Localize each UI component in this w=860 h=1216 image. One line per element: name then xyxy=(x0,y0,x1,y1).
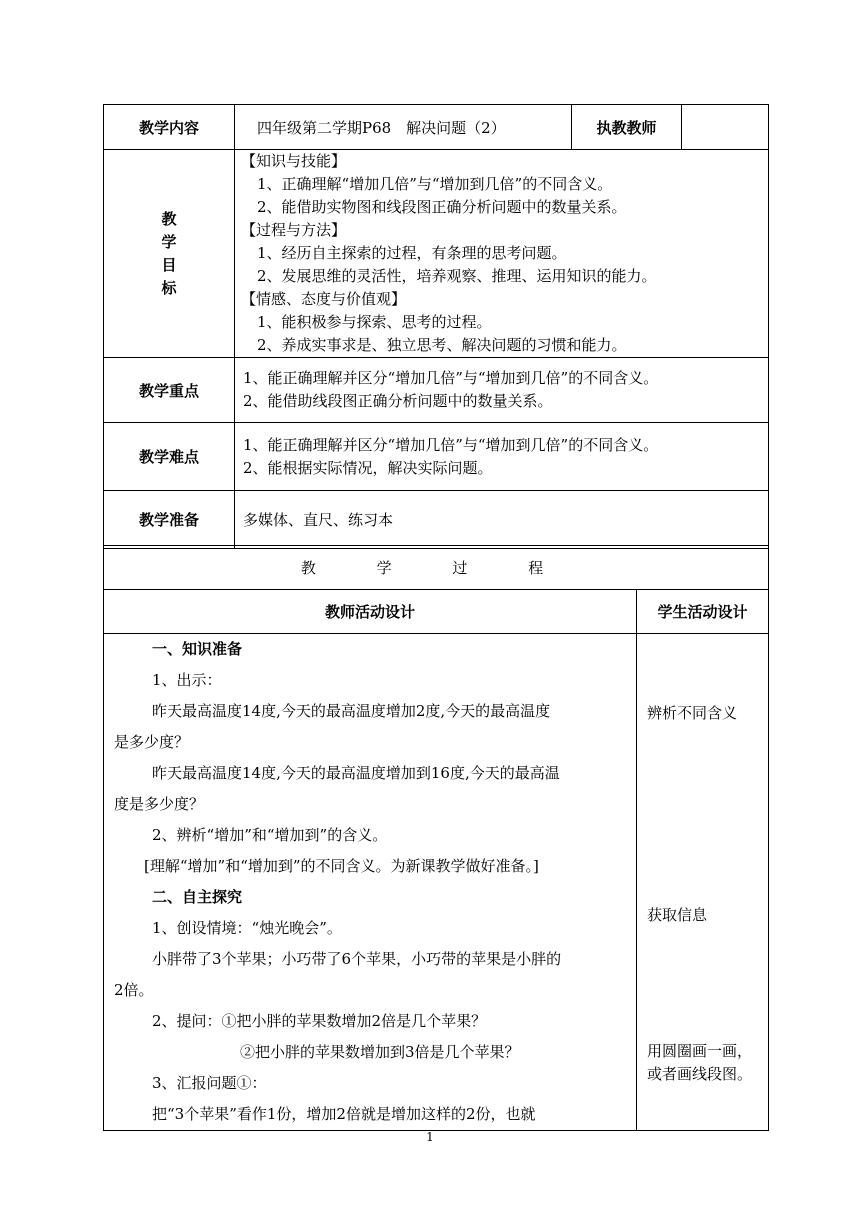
objectives-label-char: 标 xyxy=(161,278,177,297)
activity-line: 昨天最高温度14度,今天的最高温度增加到16度,今天的最高温 xyxy=(152,764,560,782)
objectives-label xyxy=(104,150,235,358)
activity-line: ②把小胖的苹果数增加到3倍是几个苹果？ xyxy=(240,1043,520,1061)
objectives-line: 1、正确理解“增加几倍”与“增加到几倍”的不同含义。 xyxy=(257,175,613,193)
teacher-activity-content xyxy=(104,634,637,1131)
student-note: 辨析不同含义 xyxy=(647,704,738,722)
activity-line: 2、辨析“增加”和“增加到”的含义。 xyxy=(152,826,388,844)
activity-line: 是多少度？ xyxy=(114,733,190,751)
difficulties-content xyxy=(235,423,769,491)
activity-line: 昨天最高温度14度,今天的最高温度增加2度,今天的最高温度 xyxy=(152,702,551,720)
activity-line: 1、出示： xyxy=(152,671,222,689)
activity-note: [理解“增加”和“增加到”的不同含义。为新课教学做好准备。] xyxy=(144,857,539,875)
objectives-line: 2、能借助实物图和线段图正确分析问题中的数量关系。 xyxy=(257,198,627,216)
student-activity-header: 学生活动设计 xyxy=(637,590,769,634)
objectives-line: 1、能积极参与探索、思考的过程。 xyxy=(257,313,492,331)
difficulty-line: 2、能根据实际情况，解决实际问题。 xyxy=(243,458,493,477)
key-points-content xyxy=(235,358,769,423)
key-point-line: 1、能正确理解并区分“增加几倍”与“增加到几倍”的不同含义。 xyxy=(243,369,659,387)
activity-line: 度是多少度？ xyxy=(114,795,205,813)
preparation-label: 教学准备 xyxy=(104,491,235,549)
objectives-label-char: 教 xyxy=(161,209,177,228)
page-number: 1 xyxy=(426,1130,434,1144)
section-heading: 二、自主探究 xyxy=(152,888,243,906)
content-value: 四年级第二学期P68 解决问题（2） xyxy=(235,105,572,150)
objectives-heading: 【过程与方法】 xyxy=(241,221,347,239)
objectives-line: 1、经历自主探索的过程，有条理的思考问题。 xyxy=(257,244,567,262)
preparation-value: 多媒体、直尺、练习本 xyxy=(235,491,769,549)
student-note: 用圆圈画一画， xyxy=(647,1042,753,1060)
student-activity-content xyxy=(637,634,769,1131)
activity-line: 把“3个苹果”看作1份，增加2倍就是增加这样的2份，也就 xyxy=(152,1105,536,1123)
activity-line: 1、创设情境：“烛光晚会”。 xyxy=(152,919,342,937)
student-note: 获取信息 xyxy=(647,906,708,924)
key-point-line: 2、能借助线段图正确分析问题中的数量关系。 xyxy=(243,392,553,410)
objectives-heading: 【情感、态度与价值观】 xyxy=(241,290,407,308)
process-title: 教 学 过 程 xyxy=(104,546,769,590)
lesson-info-table xyxy=(103,104,769,549)
difficulties-label: 教学难点 xyxy=(104,423,235,491)
process-table xyxy=(103,545,769,1131)
teacher-value xyxy=(682,105,769,150)
teacher-label: 执教教师 xyxy=(572,105,682,150)
activity-line: 2倍。 xyxy=(114,981,154,999)
difficulty-line: 1、能正确理解并区分“增加几倍”与“增加到几倍”的不同含义。 xyxy=(243,435,659,454)
student-note: 或者画线段图。 xyxy=(647,1065,753,1083)
teacher-activity-header: 教师活动设计 xyxy=(104,590,637,634)
objectives-line: 2、发展思维的灵活性，培养观察、推理、运用知识的能力。 xyxy=(257,267,657,285)
activity-line: 3、汇报问题①： xyxy=(152,1074,267,1092)
activity-line: 2、提问：①把小胖的苹果数增加2倍是几个苹果？ xyxy=(152,1012,487,1030)
objectives-line: 2、养成实事求是、独立思考、解决问题的习惯和能力。 xyxy=(257,336,627,354)
key-points-label: 教学重点 xyxy=(104,358,235,423)
content-label: 教学内容 xyxy=(104,105,235,150)
objectives-content xyxy=(235,150,769,358)
objectives-label-char: 目 xyxy=(161,255,177,274)
objectives-heading: 【知识与技能】 xyxy=(241,152,347,170)
objectives-label-char: 学 xyxy=(161,232,177,251)
section-heading: 一、知识准备 xyxy=(152,640,243,658)
activity-line: 小胖带了3个苹果；小巧带了6个苹果，小巧带的苹果是小胖的 xyxy=(152,950,562,968)
